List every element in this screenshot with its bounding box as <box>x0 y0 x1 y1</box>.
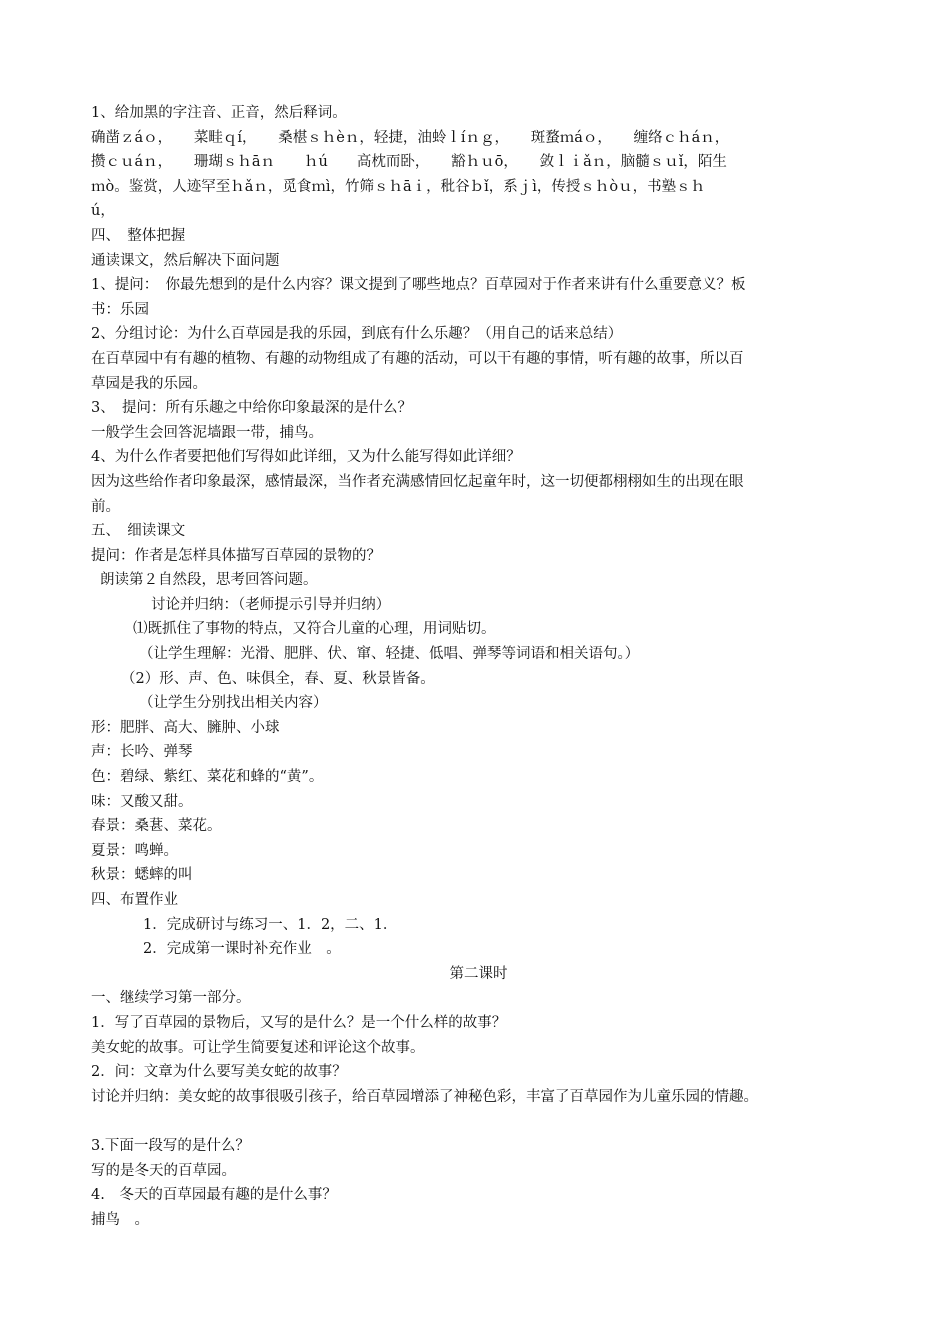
document-page <box>91 101 866 1232</box>
text-line: 一般学生会回答泥墙跟一带，捕鸟。 <box>91 424 323 441</box>
text-line: （让学生分别找出相关内容） <box>139 695 328 712</box>
text-line: ú， <box>91 203 115 220</box>
text-line: 朗读第２自然段，思考回答问题。 <box>100 572 318 589</box>
text-line: 2．完成第一课时补充作业 。 <box>143 941 341 958</box>
text-line: 1、给加黑的字注音、正音，然后释词。 <box>91 105 347 121</box>
section-heading: 一、继续学习第一部分。 <box>91 990 251 1007</box>
text-line: 秋景：蟋蟀的叫 <box>91 867 193 884</box>
text-line: 形：肥胖、高大、臃肿、小球 <box>91 719 280 736</box>
blank-line <box>91 1109 866 1134</box>
text-line: 2、分组讨论：为什么百草园是我的乐园，到底有什么乐趣？（用自己的话来总结） <box>91 326 623 343</box>
text-line: 4、为什么作者要把他们写得如此详细，又为什么能写得如此详细？ <box>91 449 521 466</box>
text-line: 夏景：鸣蝉。 <box>91 842 178 859</box>
text-line: 3、 提问：所有乐趣之中给你印象最深的是什么？ <box>91 400 412 417</box>
text-line: 2．问：文章为什么要写美女蛇的故事？ <box>91 1064 347 1081</box>
text-line: 因为这些给作者印象最深，感情最深，当作者充满感情回忆起童年时，这一切便都栩栩如生的出现在眼 <box>91 473 744 490</box>
text-line: 1、提问： 你最先想到的是什么内容？课文提到了哪些地点？百草园对于作者来讲有什么重要意义？板 <box>91 277 746 294</box>
section-heading: 五、 细读课文 <box>91 523 186 540</box>
text-line: 前。 <box>91 498 120 515</box>
lesson-title: 第二课时 <box>449 965 508 982</box>
text-line: 春景：桑葚、菜花。 <box>91 818 222 835</box>
text-line: ｍò。鉴赏，人迹罕至ｈǎｎ，觅食ｍì，竹筛ｓｈāｉ，秕谷ｂǐ，系ｊì，传授ｓｈòｕ，书塾ｓｈ <box>91 178 706 195</box>
text-line: 在百草园中有有趣的植物、有趣的动物组成了有趣的活动，可以干有趣的事情，听有趣的故事，所以百 <box>91 350 744 367</box>
text-line: 确凿ｚáｏ， 菜畦ｑí， 桑椹ｓｈèｎ，轻捷，油蛉ｌíｎｇ， 斑蝥ｍáｏ， 缠络ｃｈáｎ， <box>91 129 730 146</box>
text-line: 1．完成研讨与练习一、1．2，二、1． <box>143 916 398 933</box>
text-line: 4. 冬天的百草园最有趣的是什么事？ <box>91 1187 337 1204</box>
text-line: 声：长吟、弹琴 <box>91 744 193 761</box>
text-line: 书：乐园 <box>91 301 149 318</box>
text-line: ⑴既抓住了事物的特点，又符合儿童的心理，用词贴切。 <box>133 621 496 638</box>
text-line: 讨论并归纳：美女蛇的故事很吸引孩子，给百草园增添了神秘色彩，丰富了百草园作为儿童乐园的情趣。 <box>91 1088 758 1105</box>
text-line: 1．写了百草园的景物后，又写的是什么？是一个什么样的故事？ <box>91 1014 507 1031</box>
text-line: 讨论并归纳：（老师提示引导并归纳） <box>151 596 391 613</box>
text-line: 提问：作者是怎样具体描写百草园的景物的？ <box>91 547 381 564</box>
text-line: 攒ｃｕáｎ， 珊瑚ｓｈāｎ ｈú 高枕而卧， 豁ｈｕō， 敛ｌｉǎｎ，脑髓ｓｕǐ，陌生 <box>91 154 727 171</box>
text-line: 色：碧绿、紫红、菜花和蜂的“黄”。 <box>91 769 324 786</box>
text-line: 写的是冬天的百草园。 <box>91 1162 236 1179</box>
text-line: 草园是我的乐园。 <box>91 375 207 392</box>
text-line: 捕鸟 。 <box>91 1211 149 1228</box>
text-line: （让学生理解：光滑、肥胖、伏、窜、轻捷、低唱、弹琴等词语和相关语句。） <box>139 646 640 663</box>
text-line: （2）形、声、色、味俱全，春、夏、秋景皆备。 <box>121 670 435 687</box>
section-heading: 四、 整体把握 <box>91 227 186 244</box>
text-line: 3.下面一段写的是什么？ <box>91 1137 250 1154</box>
text-line: 通读课文，然后解决下面问题 <box>91 252 280 269</box>
text-line: 味：又酸又甜。 <box>91 793 193 810</box>
section-heading: 四、布置作业 <box>91 892 178 908</box>
text-line: 美女蛇的故事。可让学生简要复述和评论这个故事。 <box>91 1039 425 1056</box>
